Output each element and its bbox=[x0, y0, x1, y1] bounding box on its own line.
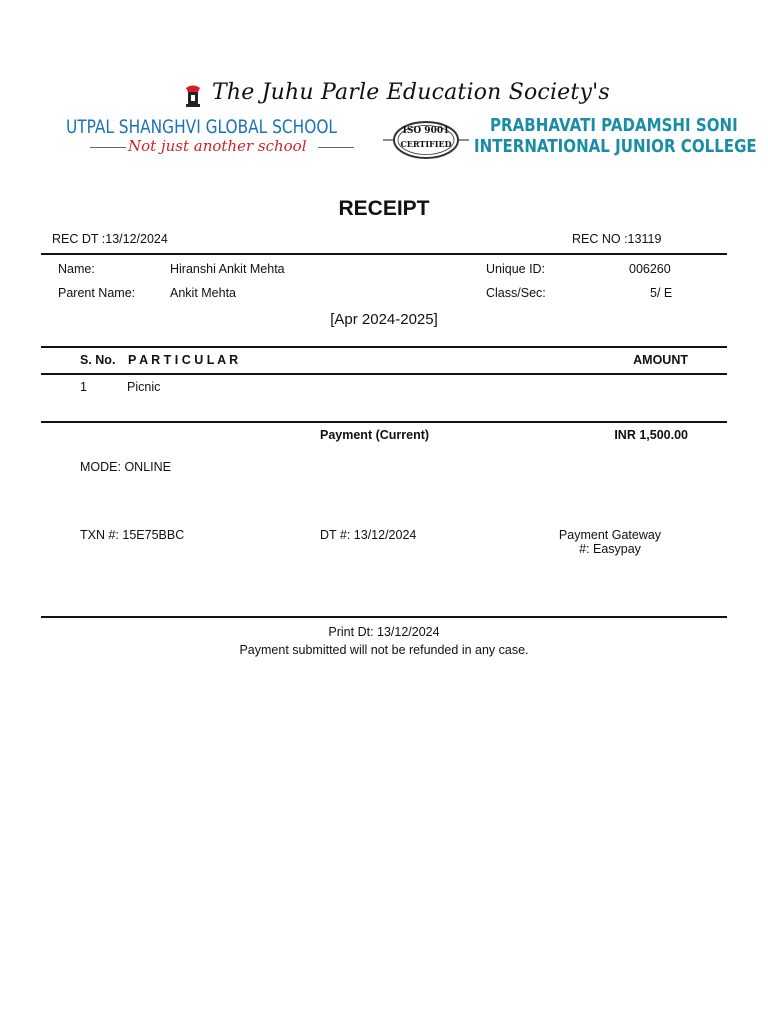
payment-gateway-line-2: #: Easypay bbox=[579, 542, 641, 556]
txn-date: DT #: 13/12/2024 bbox=[320, 528, 417, 542]
divider-table-head-top bbox=[41, 346, 727, 348]
col-particular-header: P A R T I C U L A R bbox=[128, 353, 239, 367]
parent-name: Ankit Mehta bbox=[170, 286, 237, 300]
receipt-title: RECEIPT bbox=[338, 197, 430, 220]
school-name-left: UTPAL SHANGHVI GLOBAL SCHOOL bbox=[66, 116, 337, 138]
txn-number: TXN #: 15E75BBC bbox=[80, 528, 185, 542]
payment-current-label: Payment (Current) bbox=[320, 428, 430, 442]
society-name: The Juhu Parle Education Society's bbox=[212, 80, 610, 105]
divider-top bbox=[41, 253, 727, 255]
col-sno-header: S. No. bbox=[80, 353, 116, 367]
iso-line-1: ISO 9001 bbox=[402, 126, 450, 136]
class-sec-value: 5/ E bbox=[650, 286, 673, 300]
iso-line-2: CERTIFIED bbox=[400, 139, 452, 149]
print-date: Print Dt: 13/12/2024 bbox=[328, 625, 440, 639]
class-sec-label: Class/Sec: bbox=[486, 286, 546, 300]
row-sno: 1 bbox=[80, 380, 87, 394]
divider-total bbox=[41, 421, 727, 423]
college-name-line-1: PRABHAVATI PADAMSHI SONI bbox=[490, 116, 738, 136]
col-amount-header: AMOUNT bbox=[633, 353, 688, 367]
payment-total: INR 1,500.00 bbox=[614, 428, 688, 442]
row-particular: Picnic bbox=[127, 380, 161, 394]
iso-badge bbox=[383, 118, 469, 162]
tagline-divider-left bbox=[90, 147, 126, 148]
receipt-number: REC NO :13119 bbox=[572, 232, 662, 246]
crest-icon bbox=[182, 84, 204, 108]
unique-id-value: 006260 bbox=[629, 262, 671, 276]
receipt-date: REC DT :13/12/2024 bbox=[52, 232, 168, 246]
school-tagline: Not just another school bbox=[128, 137, 307, 155]
parent-name-label: Parent Name: bbox=[58, 286, 136, 300]
college-name-line-2: INTERNATIONAL JUNIOR COLLEGE bbox=[474, 137, 757, 157]
divider-table-head-bottom bbox=[41, 373, 727, 375]
unique-id-label: Unique ID: bbox=[486, 262, 546, 276]
payment-mode: MODE: ONLINE bbox=[80, 460, 171, 474]
payment-gateway bbox=[555, 528, 665, 556]
refund-note: Payment submitted will not be refunded in any case. bbox=[239, 643, 529, 657]
academic-session: [Apr 2024-2025] bbox=[330, 311, 438, 328]
name-label: Name: bbox=[58, 262, 95, 276]
tagline-divider-right bbox=[318, 147, 354, 148]
student-name: Hiranshi Ankit Mehta bbox=[170, 262, 285, 276]
payment-gateway-line-1: Payment Gateway bbox=[558, 528, 662, 542]
divider-footer bbox=[41, 616, 727, 618]
